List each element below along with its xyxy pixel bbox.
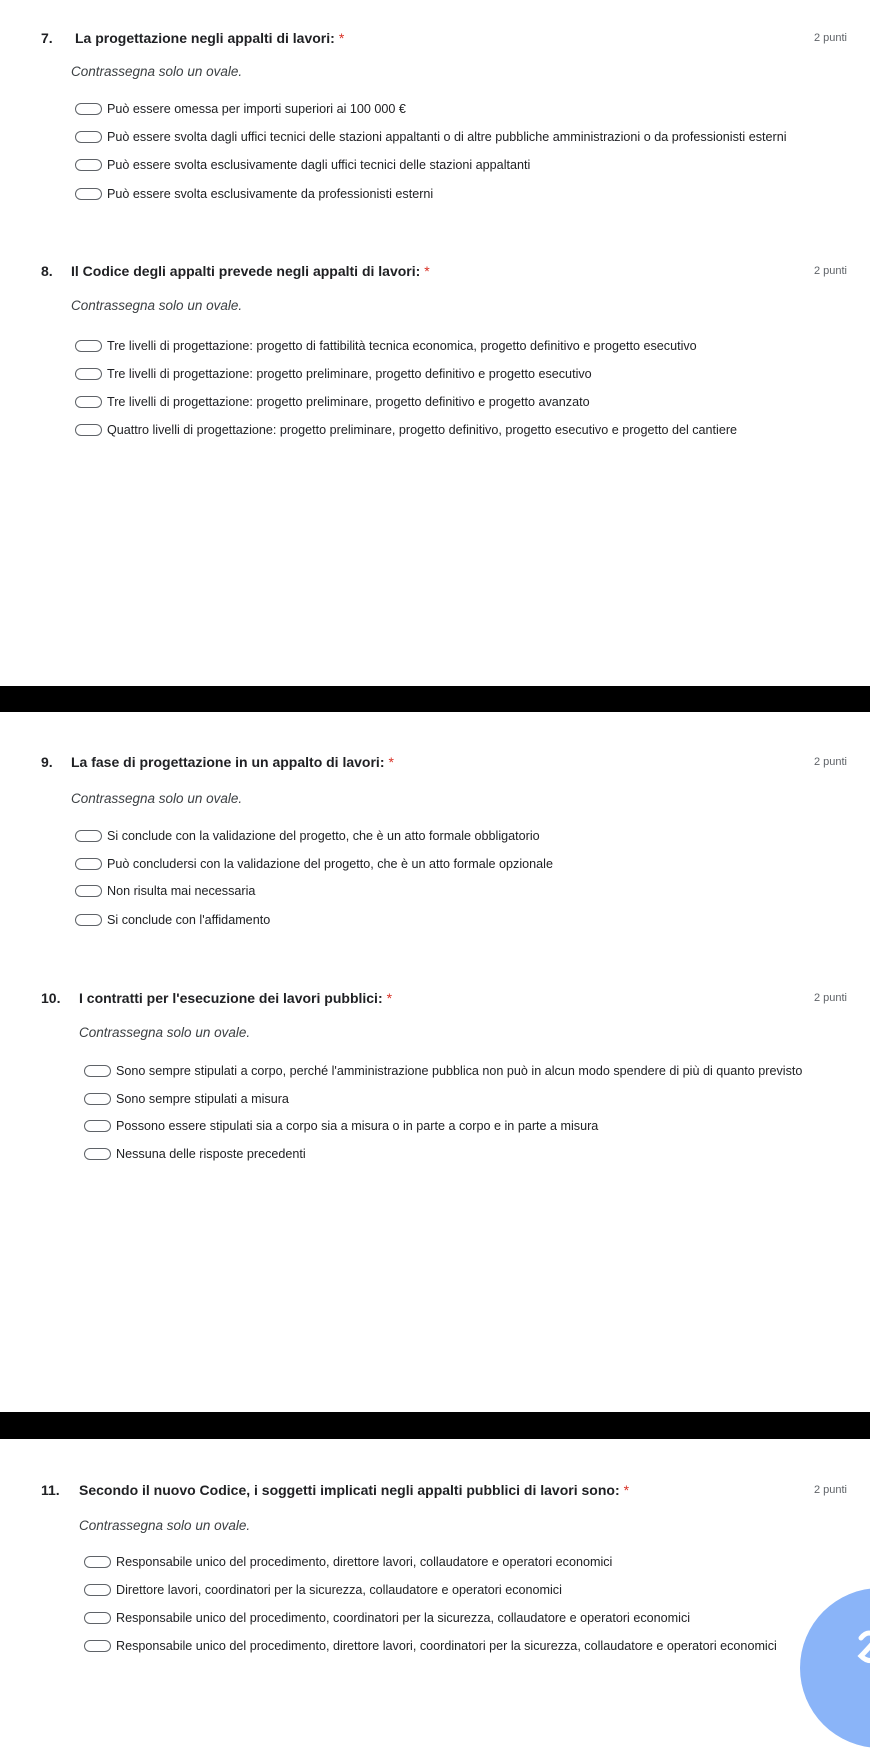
required-asterisk: *: [424, 263, 430, 279]
radio-oval[interactable]: [84, 1640, 111, 1652]
option-label: Quattro livelli di progettazione: progetto preliminare, progetto definitivo, progetto esecutivo e progetto del cantiere: [107, 423, 738, 437]
option-label: Non risulta mai necessaria: [107, 884, 256, 898]
question-9: [0, 754, 870, 927]
question-instruction: Contrassegna solo un ovale.: [71, 64, 243, 79]
option-label: Direttore lavori, coordinatori per la sicurezza, collaudatore e operatori economici: [116, 1583, 562, 1597]
option-label: Si conclude con l'affidamento: [107, 913, 271, 927]
question-instruction: Contrassegna solo un ovale.: [71, 791, 243, 806]
radio-option[interactable]: [84, 1581, 562, 1599]
question-title: Secondo il nuovo Codice, i soggetti implicati negli appalti pubblici di lavori sono: *: [79, 1482, 630, 1498]
question-11: [0, 1482, 870, 1653]
question-points: 2 punti: [813, 756, 847, 768]
required-asterisk: *: [388, 754, 394, 770]
radio-option[interactable]: [75, 911, 270, 929]
radio-oval[interactable]: [75, 159, 102, 171]
radio-oval[interactable]: [75, 188, 102, 200]
option-label: Può concludersi con la validazione del progetto, che è un atto formale opzionale: [107, 857, 553, 871]
radio-option[interactable]: [75, 882, 255, 900]
radio-option[interactable]: [84, 1553, 612, 1571]
radio-oval[interactable]: [75, 830, 102, 842]
radio-oval[interactable]: [75, 103, 102, 115]
radio-option[interactable]: [84, 1145, 306, 1163]
radio-oval[interactable]: [75, 340, 102, 352]
radio-oval[interactable]: [75, 396, 102, 408]
radio-oval[interactable]: [75, 131, 102, 143]
question-points: 2 punti: [813, 1484, 847, 1496]
question-instruction: Contrassegna solo un ovale.: [71, 298, 243, 313]
question-number: 11.: [41, 1482, 60, 1498]
assistant-icon: [855, 1628, 870, 1674]
option-label: Tre livelli di progettazione: progetto preliminare, progetto definitivo e progetto esecutivo: [107, 367, 592, 381]
radio-oval[interactable]: [75, 914, 102, 926]
radio-oval[interactable]: [84, 1065, 111, 1077]
radio-option[interactable]: [75, 185, 433, 203]
question-title: I contratti per l'esecuzione dei lavori pubblici: *: [79, 990, 393, 1006]
question-instruction: Contrassegna solo un ovale.: [79, 1025, 251, 1040]
option-label: Si conclude con la validazione del progetto, che è un atto formale obbligatorio: [107, 829, 540, 843]
option-label: Possono essere stipulati sia a corpo sia a misura o in parte a corpo e in parte a misura: [116, 1119, 599, 1133]
required-asterisk: *: [338, 30, 345, 46]
option-label: Nessuna delle risposte precedenti: [116, 1147, 306, 1161]
option-label: Responsabile unico del procedimento, direttore lavori, collaudatore e operatori economici: [116, 1555, 613, 1569]
radio-option[interactable]: [75, 100, 406, 118]
radio-oval[interactable]: [84, 1556, 111, 1568]
radio-oval[interactable]: [75, 858, 102, 870]
radio-option[interactable]: [75, 827, 540, 845]
question-instruction: Contrassegna solo un ovale.: [79, 1518, 251, 1533]
option-label: Sono sempre stipulati a corpo, perché l'amministrazione pubblica non può in alcun modo spendere di più di quanto previsto: [116, 1064, 803, 1078]
option-label: Può essere svolta esclusivamente dagli uffici tecnici delle stazioni appaltanti: [107, 158, 531, 172]
radio-option[interactable]: [75, 421, 737, 439]
option-label: Può essere svolta esclusivamente da professionisti esterni: [107, 187, 434, 201]
radio-option[interactable]: [84, 1090, 289, 1108]
option-label: Tre livelli di progettazione: progetto di fattibilità tecnica economica, progetto definitivo e progetto esecutivo: [107, 339, 697, 353]
option-label: Tre livelli di progettazione: progetto preliminare, progetto definitivo e progetto avanzato: [107, 395, 590, 409]
question-points: 2 punti: [813, 265, 847, 277]
required-asterisk: *: [623, 1482, 630, 1498]
radio-oval[interactable]: [84, 1120, 111, 1132]
question-number: 8.: [41, 263, 53, 279]
question-points: 2 punti: [813, 992, 847, 1004]
radio-oval[interactable]: [84, 1584, 111, 1596]
radio-option[interactable]: [75, 128, 787, 146]
radio-oval[interactable]: [84, 1093, 111, 1105]
option-label: Può essere svolta dagli uffici tecnici delle stazioni appaltanti o di altre pubbliche amministrazioni o da professionisti esterni: [107, 130, 787, 144]
radio-option[interactable]: [75, 156, 530, 174]
assistant-fab-button[interactable]: [800, 1588, 870, 1748]
radio-option[interactable]: [75, 855, 553, 873]
option-label: Può essere omessa per importi superiori ai 100 000 €: [107, 102, 406, 116]
radio-option[interactable]: [75, 365, 592, 383]
option-label: Responsabile unico del procedimento, coordinatori per la sicurezza, collaudatore e operatori economici: [116, 1611, 691, 1625]
question-points: 2 punti: [813, 32, 847, 44]
radio-oval[interactable]: [84, 1148, 111, 1160]
question-title: La progettazione negli appalti di lavori: *: [75, 30, 345, 46]
radio-oval[interactable]: [75, 424, 102, 436]
question-number: 9.: [41, 754, 53, 770]
question-10: [0, 990, 870, 1161]
radio-option[interactable]: [75, 337, 697, 355]
radio-option[interactable]: [84, 1609, 690, 1627]
question-8: [0, 263, 870, 437]
radio-oval[interactable]: [75, 368, 102, 380]
radio-oval[interactable]: [84, 1612, 111, 1624]
question-number: 7.: [41, 30, 53, 46]
required-asterisk: *: [386, 990, 393, 1006]
page-separator: [0, 686, 870, 712]
question-title: La fase di progettazione in un appalto di lavori: *: [71, 754, 394, 770]
radio-option[interactable]: [84, 1637, 777, 1655]
radio-option[interactable]: [75, 393, 590, 411]
option-label: Sono sempre stipulati a misura: [116, 1092, 289, 1106]
question-number: 10.: [41, 990, 61, 1006]
question-7: [0, 30, 870, 201]
radio-option[interactable]: [84, 1117, 598, 1135]
question-title: Il Codice degli appalti prevede negli appalti di lavori: *: [71, 263, 430, 279]
page-separator: [0, 1412, 870, 1439]
option-label: Responsabile unico del procedimento, direttore lavori, coordinatori per la sicurezza, collaudatore e operatori economici: [116, 1639, 777, 1653]
radio-option[interactable]: [84, 1062, 802, 1080]
radio-oval[interactable]: [75, 885, 102, 897]
